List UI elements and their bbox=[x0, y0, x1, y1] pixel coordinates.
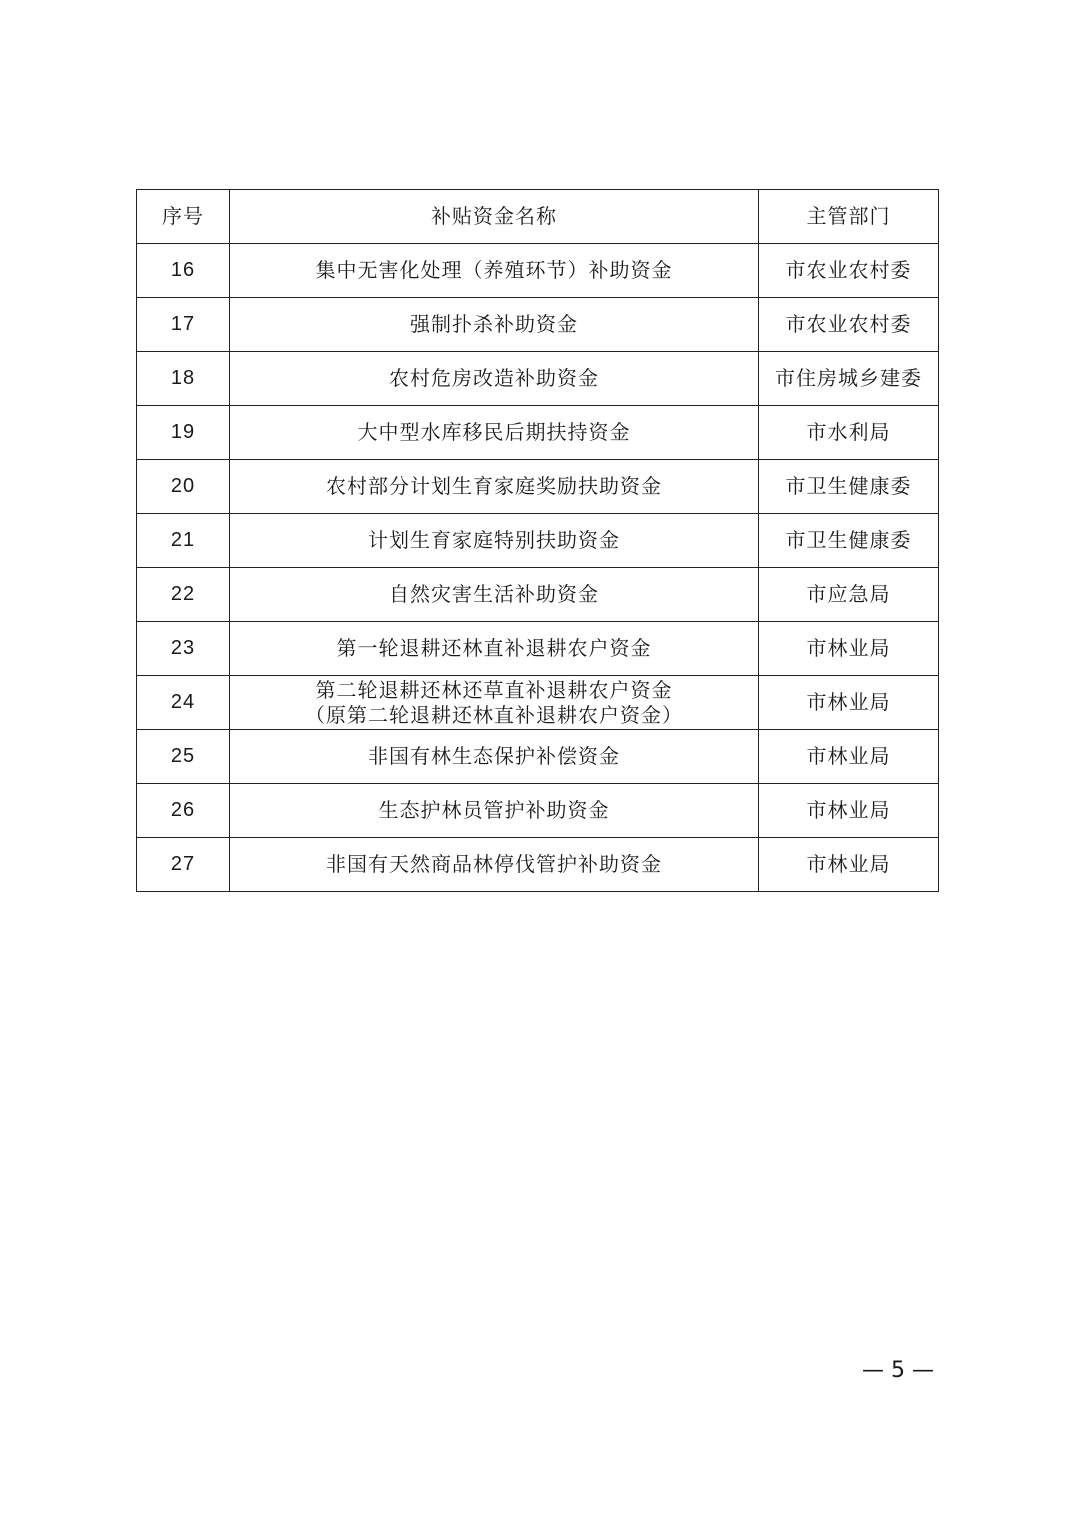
row-index: 19 bbox=[137, 406, 230, 460]
row-fund-name bbox=[230, 352, 759, 406]
row-fund-name bbox=[230, 784, 759, 838]
subsidy-fund-table bbox=[136, 189, 939, 892]
fund-name-line: 强制扑杀补助资金 bbox=[410, 312, 578, 336]
table-header-row bbox=[137, 190, 939, 244]
row-index: 17 bbox=[137, 298, 230, 352]
fund-name-line: 第二轮退耕还林还草直补退耕农户资金 bbox=[315, 677, 673, 702]
fund-name-line: 非国有林生态保护补偿资金 bbox=[368, 744, 620, 768]
fund-name-line: 大中型水库移民后期扶持资金 bbox=[357, 420, 631, 444]
row-fund-name bbox=[230, 460, 759, 514]
header-index: 序号 bbox=[137, 190, 230, 244]
fund-name-line: 自然灾害生活补助资金 bbox=[389, 582, 599, 606]
row-department: 市林业局 bbox=[759, 676, 939, 730]
table-row bbox=[137, 784, 939, 838]
table-row bbox=[137, 406, 939, 460]
row-department: 市林业局 bbox=[759, 730, 939, 784]
fund-name-line: 第一轮退耕还林直补退耕农户资金 bbox=[336, 636, 652, 660]
row-index: 27 bbox=[137, 838, 230, 892]
row-department: 市农业农村委 bbox=[759, 298, 939, 352]
row-index: 24 bbox=[137, 676, 230, 730]
page-number: — 5 — bbox=[862, 1358, 934, 1383]
fund-name-line: 农村部分计划生育家庭奖励扶助资金 bbox=[326, 474, 662, 498]
row-index: 18 bbox=[137, 352, 230, 406]
row-index: 23 bbox=[137, 622, 230, 676]
fund-name-line: 生态护林员管护补助资金 bbox=[378, 798, 610, 822]
row-fund-name bbox=[230, 568, 759, 622]
row-fund-name bbox=[230, 676, 759, 730]
row-department: 市林业局 bbox=[759, 622, 939, 676]
row-department: 市应急局 bbox=[759, 568, 939, 622]
table-row bbox=[137, 730, 939, 784]
row-index: 26 bbox=[137, 784, 230, 838]
fund-name-line: 非国有天然商品林停伐管护补助资金 bbox=[326, 852, 662, 876]
row-index: 25 bbox=[137, 730, 230, 784]
row-index: 20 bbox=[137, 460, 230, 514]
row-fund-name bbox=[230, 838, 759, 892]
table-row bbox=[137, 568, 939, 622]
row-department: 市住房城乡建委 bbox=[759, 352, 939, 406]
header-department: 主管部门 bbox=[759, 190, 939, 244]
fund-name-line: （原第二轮退耕还林直补退耕农户资金） bbox=[305, 702, 683, 727]
row-department: 市林业局 bbox=[759, 838, 939, 892]
table-row bbox=[137, 460, 939, 514]
table-row bbox=[137, 838, 939, 892]
row-fund-name bbox=[230, 622, 759, 676]
row-department: 市林业局 bbox=[759, 784, 939, 838]
fund-name-line: 计划生育家庭特别扶助资金 bbox=[368, 528, 620, 552]
fund-name-line: 农村危房改造补助资金 bbox=[389, 366, 599, 390]
row-fund-name bbox=[230, 244, 759, 298]
row-fund-name bbox=[230, 514, 759, 568]
row-index: 21 bbox=[137, 514, 230, 568]
fund-name-line: 集中无害化处理（养殖环节）补助资金 bbox=[315, 258, 673, 282]
row-department: 市农业农村委 bbox=[759, 244, 939, 298]
table-row bbox=[137, 676, 939, 730]
table-row bbox=[137, 298, 939, 352]
row-fund-name bbox=[230, 298, 759, 352]
table-row bbox=[137, 514, 939, 568]
row-department: 市卫生健康委 bbox=[759, 514, 939, 568]
row-index: 22 bbox=[137, 568, 230, 622]
table-body bbox=[137, 244, 939, 892]
row-fund-name bbox=[230, 406, 759, 460]
table-row bbox=[137, 244, 939, 298]
header-fund-name: 补贴资金名称 bbox=[230, 190, 759, 244]
row-fund-name bbox=[230, 730, 759, 784]
table-row bbox=[137, 622, 939, 676]
row-index: 16 bbox=[137, 244, 230, 298]
row-department: 市卫生健康委 bbox=[759, 460, 939, 514]
row-department: 市水利局 bbox=[759, 406, 939, 460]
table-row bbox=[137, 352, 939, 406]
